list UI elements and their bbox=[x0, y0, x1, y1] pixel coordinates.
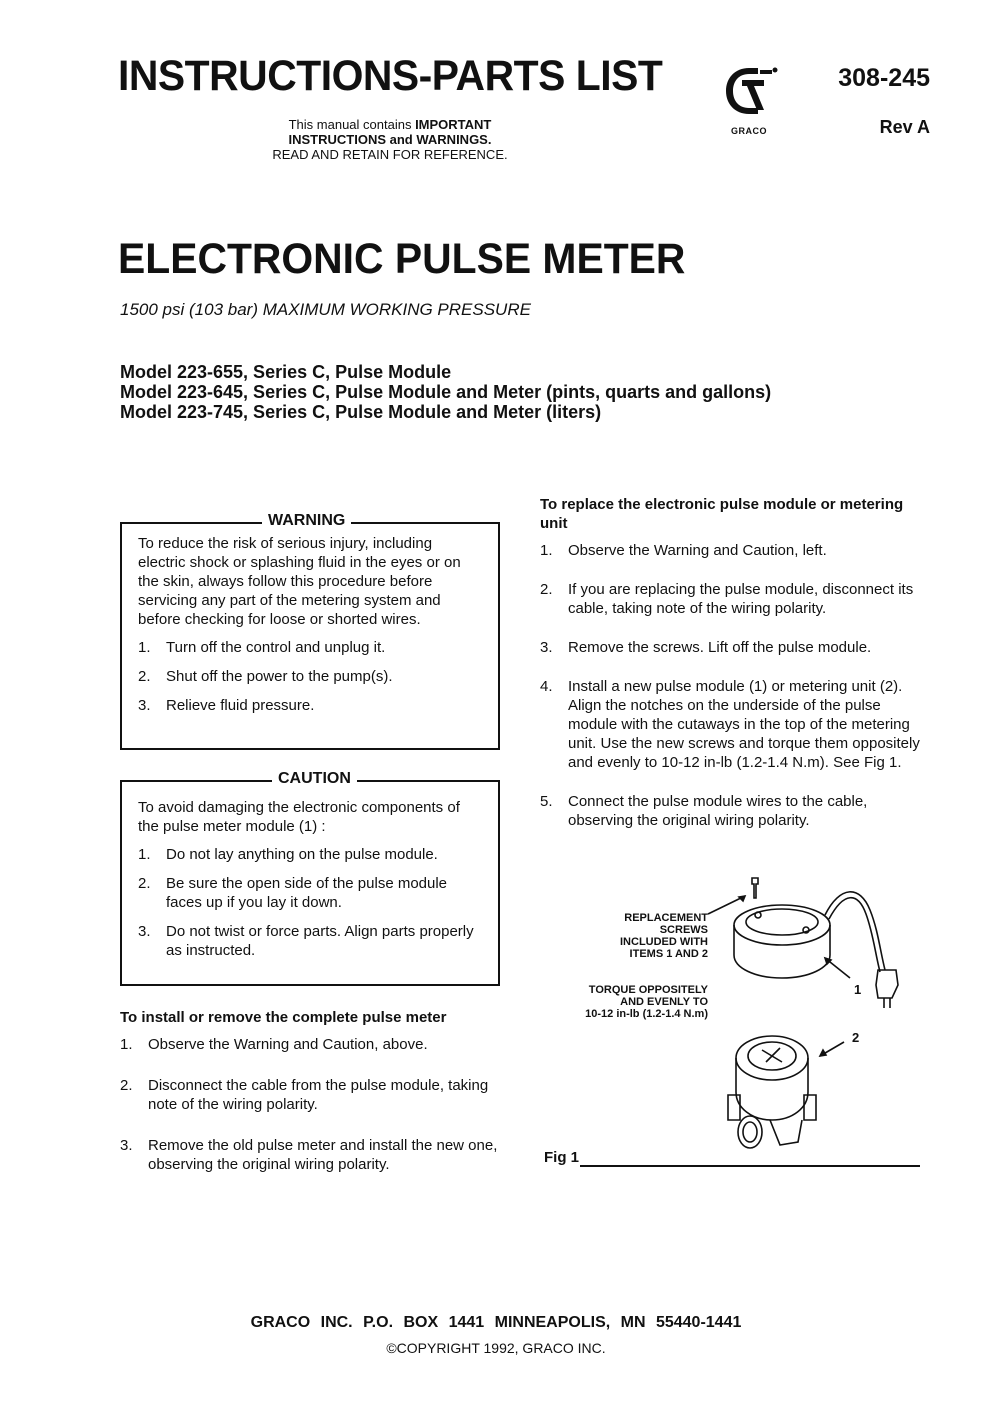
callout-2: 2 bbox=[852, 1030, 860, 1045]
warning-steps bbox=[138, 638, 482, 715]
list-item: 5. Connect the pulse module wires to the cable, observing the original wiring polarity. bbox=[540, 793, 868, 829]
install-steps bbox=[120, 1035, 500, 1174]
figure-caption: Fig 1 bbox=[544, 1149, 580, 1166]
list-item: 2. Shut off the power to the pump(s). bbox=[138, 668, 393, 685]
footer-address: GRACO INC. P.O. BOX 1441 MINNEAPOLIS, MN 55440-1441 bbox=[250, 1314, 742, 1331]
manual-importance-note bbox=[240, 117, 540, 162]
model-list bbox=[120, 362, 771, 422]
list-item: 3. Remove the old pulse meter and install the new one, observing the original wiring polarity. bbox=[120, 1137, 498, 1173]
list-item: 1. Do not lay anything on the pulse module. bbox=[138, 846, 438, 863]
warning-box bbox=[120, 512, 500, 750]
replace-section bbox=[540, 495, 920, 840]
list-item: 2. Disconnect the cable from the pulse module, taking note of the wiring polarity. bbox=[120, 1077, 489, 1113]
list-item: 1. Observe the Warning and Caution, left. bbox=[540, 542, 827, 559]
copyright-notice: ©COPYRIGHT 1992, GRACO INC. bbox=[386, 1340, 606, 1356]
list-item: 1. Observe the Warning and Caution, above. bbox=[120, 1036, 428, 1053]
graco-logo-icon bbox=[718, 64, 780, 120]
caution-steps bbox=[138, 845, 482, 960]
caution-text: To avoid damaging the electronic components of the pulse meter module (1) : bbox=[138, 799, 460, 835]
install-heading: To install or remove the complete pulse meter bbox=[120, 1009, 447, 1026]
list-item: 4. Install a new pulse module (1) or metering unit (2). Align the notches on the underside of the pulse module with the cutaways in the top of the metering unit. Use the new screws and torque them oppositely and evenly to 10-12 in-lb (1.2-1.4 N.m). See Fig 1. bbox=[540, 678, 920, 771]
list-item: 2. Be sure the open side of the pulse module faces up if you lay it down. bbox=[138, 875, 448, 911]
logo-wordmark: GRACO bbox=[731, 126, 767, 136]
revision-label: Rev A bbox=[879, 117, 930, 137]
replace-steps bbox=[540, 541, 920, 830]
model-line: Model 223-645, Series C, Pulse Module and Meter (pints, quarts and gallons) bbox=[120, 382, 772, 402]
note-line-2: INSTRUCTIONS and WARNINGS. bbox=[288, 132, 492, 147]
product-title: ELECTRONIC PULSE METER bbox=[118, 235, 686, 283]
max-pressure-rating: 1500 psi (103 bar) MAXIMUM WORKING PRESSURE bbox=[120, 300, 531, 319]
model-line: Model 223-655, Series C, Pulse Module bbox=[120, 362, 452, 382]
list-item: 3. Relieve fluid pressure. bbox=[138, 697, 315, 714]
model-line: Model 223-745, Series C, Pulse Module and Meter (liters) bbox=[120, 402, 602, 422]
caution-box bbox=[120, 770, 500, 986]
list-item: 3. Remove the screws. Lift off the pulse module. bbox=[540, 639, 872, 656]
graco-logo bbox=[718, 64, 780, 136]
note-line-1: This manual contains IMPORTANT bbox=[288, 117, 492, 132]
warning-label: WARNING bbox=[262, 512, 351, 530]
install-section bbox=[120, 1008, 500, 1184]
torque-label: TORQUE OPPOSITELY AND EVENLY TO 10-12 in-lb (1.2-1.4 N.m) bbox=[585, 984, 708, 1020]
replace-heading: To replace the electronic pulse module or metering unit bbox=[540, 496, 904, 532]
document-number: 308-245 bbox=[838, 64, 930, 92]
callout-1: 1 bbox=[854, 982, 862, 997]
figure-1 bbox=[540, 870, 920, 1170]
document-type-title: INSTRUCTIONS-PARTS LIST bbox=[118, 52, 663, 100]
list-item: 2. If you are replacing the pulse module, disconnect its cable, taking note of the wiring polarity. bbox=[540, 581, 914, 617]
note-line-3: READ AND RETAIN FOR REFERENCE. bbox=[272, 147, 508, 162]
warning-text: To reduce the risk of serious injury, including electric shock or splashing fluid in the eyes or on the skin, always follow this procedure before servicing any part of the metering system and before checking for loose or shorted wires. bbox=[138, 535, 461, 628]
figure-rule bbox=[580, 1165, 920, 1167]
screws-label: REPLACEMENT SCREWS INCLUDED WITH ITEMS 1 AND 2 bbox=[620, 912, 708, 960]
list-item: 1. Turn off the control and unplug it. bbox=[138, 639, 386, 656]
pulse-meter-drawing bbox=[540, 870, 920, 1160]
caution-label: CAUTION bbox=[272, 770, 357, 788]
list-item: 3. Do not twist or force parts. Align parts properly as instructed. bbox=[138, 923, 474, 959]
